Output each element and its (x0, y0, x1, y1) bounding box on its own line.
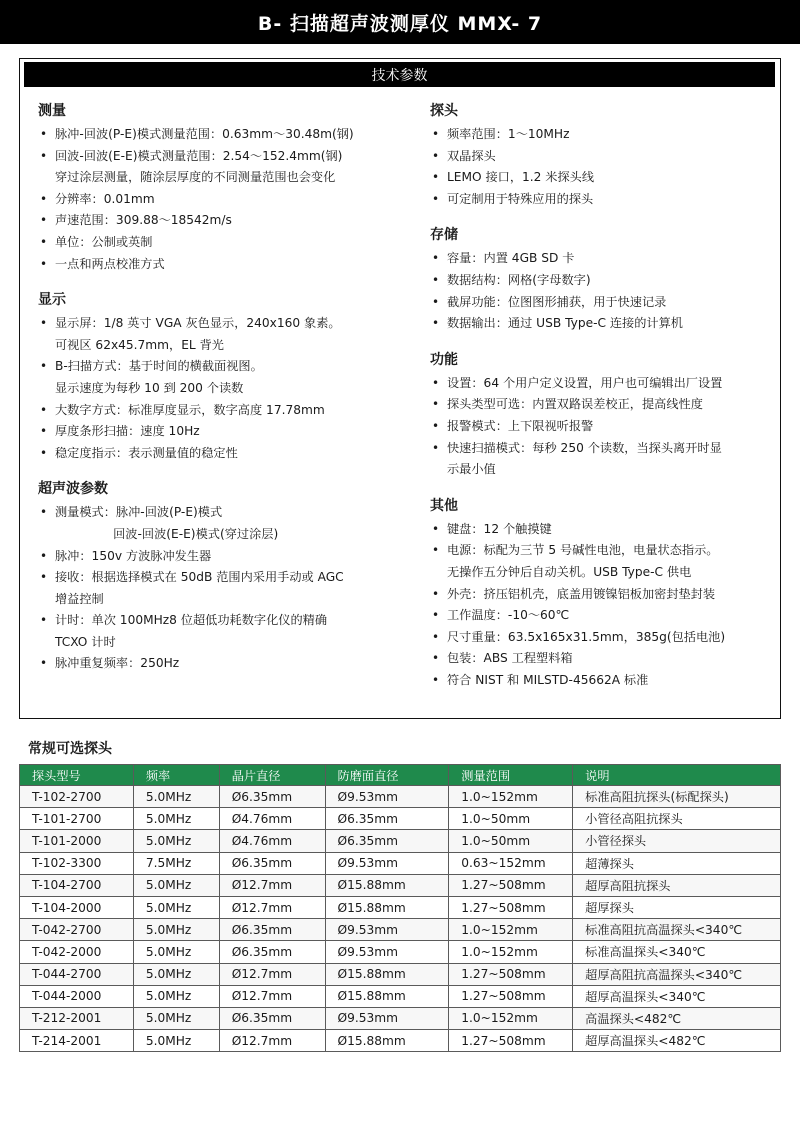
table-cell: T-212-2001 (20, 1007, 134, 1029)
table-cell: 0.63~152mm (449, 852, 573, 874)
bullet-icon: • (432, 148, 440, 163)
table-cell: 超厚高阻抗探头 (573, 874, 781, 896)
spec-header-label: 技术参数 (371, 67, 428, 84)
table-cell: Ø12.7mm (219, 985, 325, 1007)
table-cell: T-044-2700 (20, 963, 134, 985)
spec-section (430, 494, 775, 692)
spec-item-text: 厚度条形扫描：速度 10Hz (55, 424, 200, 439)
spec-list (430, 373, 775, 481)
spec-item-text: 截屏功能：位图图形捕获，用于快速记录 (447, 294, 667, 309)
spec-section-title: 探头 (430, 103, 458, 119)
spec-header (24, 62, 775, 87)
table-cell: Ø9.53mm (325, 919, 449, 941)
table-header-row (20, 765, 781, 786)
table-row (20, 896, 781, 918)
column-header: 频率 (133, 765, 219, 786)
table-cell: 1.0~152mm (449, 941, 573, 963)
probe-section-title: 常规可选探头 (28, 741, 112, 757)
bullet-icon: • (432, 375, 440, 390)
spec-section (430, 223, 775, 334)
spec-item-text: 测量模式：脉冲-回波(P-E)模式 (55, 505, 223, 520)
spec-item-text: 符合 NIST 和 MILSTD-45662A 标准 (447, 672, 649, 687)
spec-section (38, 288, 418, 464)
bullet-icon: • (432, 272, 440, 287)
spec-item (38, 567, 418, 610)
table-cell: Ø9.53mm (325, 1007, 449, 1029)
table-body (20, 786, 781, 1052)
spec-section-title: 超声波参数 (38, 481, 108, 498)
bullet-icon: • (40, 234, 48, 249)
table-cell: Ø9.53mm (325, 941, 449, 963)
table-cell: 5.0MHz (133, 941, 219, 963)
spec-item-text: 探头类型可选：内置双路误差校正，提高线性度 (447, 397, 703, 412)
bullet-icon: • (40, 359, 48, 374)
spec-item (38, 146, 418, 189)
spec-section (430, 348, 775, 481)
column-header: 防磨面直径 (325, 765, 449, 786)
table-cell: Ø6.35mm (219, 919, 325, 941)
table-cell: Ø4.76mm (219, 830, 325, 852)
spec-item (38, 443, 418, 465)
table-row (20, 874, 781, 896)
table-cell: Ø15.88mm (325, 985, 449, 1007)
table-cell: 高温探头<482℃ (573, 1007, 781, 1029)
spec-item-text: 包装：ABS 工程塑料箱 (447, 651, 573, 666)
spec-item-text: 显示速度为每秒 10 到 200 个读数 (55, 380, 244, 395)
table-row (20, 963, 781, 985)
bullet-icon: • (40, 213, 48, 228)
spec-section (38, 477, 418, 675)
bullet-icon: • (40, 613, 48, 628)
spec-item-text: 数据结构：网格(字母数字) (447, 272, 591, 287)
bullet-icon: • (432, 397, 440, 412)
table-row (20, 786, 781, 808)
spec-item-text: 回波-回波(E-E)模式测量范围：2.54～152.4mm(钢) (55, 148, 343, 163)
spec-item (38, 189, 418, 211)
table-cell: 5.0MHz (133, 786, 219, 808)
bullet-icon: • (432, 543, 440, 558)
table-cell: T-104-2000 (20, 896, 134, 918)
spec-item (38, 610, 418, 653)
table-cell: 超厚高阻抗高温探头<340℃ (573, 963, 781, 985)
table-cell: T-102-3300 (20, 852, 134, 874)
bullet-icon: • (432, 170, 440, 185)
spec-item-text: 脉冲重复频率：250Hz (55, 656, 180, 671)
bullet-icon: • (40, 256, 48, 271)
table-cell: Ø4.76mm (219, 808, 325, 830)
bullet-icon: • (432, 440, 440, 455)
table-cell: 1.0~50mm (449, 808, 573, 830)
spec-item-text: 回波-回波(E-E)模式(穿过涂层) (55, 526, 279, 541)
table-row (20, 852, 781, 874)
table-cell: Ø15.88mm (325, 963, 449, 985)
bullet-icon: • (40, 570, 48, 585)
table-cell: 5.0MHz (133, 963, 219, 985)
table-cell: T-042-2000 (20, 941, 134, 963)
table-cell: Ø12.7mm (219, 896, 325, 918)
table-cell: 1.27~508mm (449, 963, 573, 985)
column-header: 探头型号 (20, 765, 134, 786)
table-cell: 5.0MHz (133, 808, 219, 830)
spec-item-text: 显示屏：1/8 英寸 VGA 灰色显示，240x160 象素。 (55, 316, 341, 331)
table-cell: 1.0~50mm (449, 830, 573, 852)
bullet-icon: • (432, 608, 440, 623)
bullet-icon: • (432, 672, 440, 687)
spec-item-text: TCXO 计时 (55, 634, 116, 649)
spec-list (38, 502, 418, 675)
spec-section (430, 99, 775, 210)
table-cell: 1.0~152mm (449, 786, 573, 808)
spec-item (430, 584, 775, 606)
spec-item (430, 670, 775, 692)
table-cell: 5.0MHz (133, 874, 219, 896)
table-cell: 超薄探头 (573, 852, 781, 874)
column-header: 晶片直径 (219, 765, 325, 786)
spec-section-title: 其他 (430, 497, 458, 514)
spec-column-left (38, 97, 418, 688)
spec-item-text: 穿过涂层测量，随涂层厚度的不同测量范围也会变化 (55, 170, 336, 185)
spec-item-text: 单位：公制或英制 (55, 234, 153, 249)
table-cell: 5.0MHz (133, 1030, 219, 1052)
spec-item (430, 124, 775, 146)
spec-item (430, 416, 775, 438)
spec-section (38, 99, 418, 275)
table-cell: 5.0MHz (133, 919, 219, 941)
bullet-icon: • (432, 251, 440, 266)
spec-item (38, 502, 418, 545)
spec-item-text: 稳定度指示：表示测量值的稳定性 (55, 445, 238, 460)
table-cell: 小管径探头 (573, 830, 781, 852)
spec-item (430, 270, 775, 292)
table-cell: 1.0~152mm (449, 1007, 573, 1029)
spec-item (430, 248, 775, 270)
spec-item (430, 292, 775, 314)
spec-list (38, 124, 418, 275)
spec-item-text: 频率范围：1～10MHz (447, 127, 570, 141)
spec-item-text: 接收：根据选择模式在 50dB 范围内采用手动或 AGC (55, 570, 344, 585)
table-cell: Ø15.88mm (325, 1030, 449, 1052)
bullet-icon: • (432, 418, 440, 433)
spec-item (430, 519, 775, 541)
spec-item (430, 394, 775, 416)
table-cell: Ø6.35mm (325, 830, 449, 852)
table-row (20, 808, 781, 830)
table-cell: Ø6.35mm (219, 786, 325, 808)
spec-item (38, 546, 418, 568)
spec-item (38, 356, 418, 399)
spec-section-title: 显示 (38, 292, 66, 309)
table-cell: 1.0~152mm (449, 919, 573, 941)
table-cell: Ø12.7mm (219, 1030, 325, 1052)
spec-list (430, 519, 775, 692)
bullet-icon: • (432, 127, 440, 141)
spec-item-text: 外壳：挤压铝机壳，底盖用镀镍铝板加密封垫封装 (447, 586, 716, 601)
spec-item-text: 尺寸重量：63.5x165x31.5mm，385g(包括电池) (447, 629, 726, 644)
table-cell: 标准高温探头<340℃ (573, 941, 781, 963)
column-header: 说明 (573, 765, 781, 786)
table-row (20, 919, 781, 941)
table-row (20, 1007, 781, 1029)
spec-section-title: 存储 (430, 227, 458, 244)
spec-item-text: 大数字方式：标准厚度显示，数字高度 17.78mm (55, 402, 325, 417)
bullet-icon: • (40, 127, 48, 141)
bullet-icon: • (40, 148, 48, 163)
table-cell: Ø6.35mm (325, 808, 449, 830)
bullet-icon: • (432, 191, 440, 206)
table-cell: Ø12.7mm (219, 963, 325, 985)
table-cell: Ø12.7mm (219, 874, 325, 896)
spec-item-text: 设置：64 个用户定义设置，用户也可编辑出厂设置 (447, 375, 723, 390)
spec-item (430, 438, 775, 481)
spec-list (430, 248, 775, 334)
spec-item-text: 电源：标配为三节 5 号碱性电池，电量状态指示。 (447, 543, 719, 558)
spec-item (430, 167, 775, 189)
table-cell: Ø15.88mm (325, 896, 449, 918)
table-cell: 1.27~508mm (449, 985, 573, 1007)
table-cell: T-214-2001 (20, 1030, 134, 1052)
spec-item (430, 373, 775, 395)
bullet-icon: • (40, 445, 48, 460)
table-cell: Ø9.53mm (325, 786, 449, 808)
table-cell: 超厚探头 (573, 896, 781, 918)
spec-item (38, 210, 418, 232)
spec-item-text: 声速范围：309.88～18542m/s (55, 213, 232, 228)
bullet-icon: • (432, 651, 440, 666)
spec-item-text: 脉冲：150v 方波脉冲发生器 (55, 548, 212, 563)
table-cell: 1.27~508mm (449, 874, 573, 896)
table-cell: 1.27~508mm (449, 896, 573, 918)
table-cell: Ø6.35mm (219, 852, 325, 874)
spec-item-text: 一点和两点校准方式 (55, 256, 165, 271)
spec-item-text: 分辨率：0.01mm (55, 191, 155, 206)
table-cell: 标准高阻抗探头(标配探头) (573, 786, 781, 808)
spec-section-title: 测量 (38, 103, 66, 119)
spec-item-text: 报警模式：上下限视听报警 (447, 418, 594, 433)
table-cell: T-102-2700 (20, 786, 134, 808)
bullet-icon: • (40, 656, 48, 671)
table-cell: 5.0MHz (133, 830, 219, 852)
spec-item-text: 计时：单次 100MHz8 位超低功耗数字化仪的精确 (55, 613, 328, 628)
table-row (20, 985, 781, 1007)
spec-item-text: 增益控制 (55, 591, 104, 606)
spec-item (38, 254, 418, 276)
table-row (20, 941, 781, 963)
table-cell: 标准高阻抗高温探头<340℃ (573, 919, 781, 941)
table-cell: Ø6.35mm (219, 1007, 325, 1029)
spec-item (38, 232, 418, 254)
spec-item (430, 189, 775, 211)
spec-item (38, 313, 418, 356)
spec-panel (19, 58, 781, 719)
spec-item-text: 脉冲-回波(P-E)模式测量范围：0.63mm～30.48m(钢) (55, 127, 354, 141)
table-cell: T-101-2700 (20, 808, 134, 830)
table-cell: Ø9.53mm (325, 852, 449, 874)
bullet-icon: • (40, 505, 48, 520)
table-cell: T-044-2000 (20, 985, 134, 1007)
bullet-icon: • (40, 191, 48, 206)
spec-list (430, 124, 775, 210)
spec-item (38, 124, 418, 146)
page-title: B- 扫描超声波测厚仪 MMX- 7 (257, 12, 543, 35)
spec-item (38, 653, 418, 675)
spec-item (38, 421, 418, 443)
bullet-icon: • (432, 521, 440, 536)
table-cell: T-104-2700 (20, 874, 134, 896)
table-row (20, 830, 781, 852)
table-cell: 5.0MHz (133, 896, 219, 918)
bullet-icon: • (40, 402, 48, 417)
table-cell: 小管径高阻抗探头 (573, 808, 781, 830)
page-title-banner (0, 0, 800, 44)
table-cell: 超厚高温探头<340℃ (573, 985, 781, 1007)
column-header: 测量范围 (449, 765, 573, 786)
bullet-icon: • (40, 316, 48, 331)
spec-section-title: 功能 (430, 351, 458, 368)
bullet-icon: • (40, 424, 48, 439)
spec-item-text: 示最小值 (447, 462, 496, 477)
bullet-icon: • (432, 316, 440, 331)
spec-item (430, 648, 775, 670)
spec-item-text: 数据输出：通过 USB Type-C 连接的计算机 (447, 316, 683, 331)
spec-item (38, 400, 418, 422)
spec-item-text: 快速扫描模式：每秒 250 个读数，当探头离开时显 (447, 440, 722, 455)
table-cell: 超厚高温探头<482℃ (573, 1030, 781, 1052)
spec-item (430, 146, 775, 168)
spec-item (430, 540, 775, 583)
spec-column-right (430, 97, 775, 704)
spec-item-text: LEMO 接口，1.2 米探头线 (447, 170, 595, 185)
bullet-icon: • (432, 294, 440, 309)
table-cell: T-101-2000 (20, 830, 134, 852)
table-row (20, 1030, 781, 1052)
bullet-icon: • (432, 629, 440, 644)
spec-item (430, 605, 775, 627)
spec-item-text: 可定制用于特殊应用的探头 (447, 191, 594, 206)
spec-item (430, 313, 775, 335)
spec-item-text: B-扫描方式：基于时间的横截面视图。 (55, 359, 263, 374)
spec-item-text: 容量：内置 4GB SD 卡 (447, 251, 575, 266)
table-cell: 1.27~508mm (449, 1030, 573, 1052)
table-cell: Ø6.35mm (219, 941, 325, 963)
spec-list (38, 313, 418, 464)
table-cell: 5.0MHz (133, 985, 219, 1007)
spec-item-text: 无操作五分钟后自动关机。USB Type-C 供电 (447, 564, 692, 579)
table-cell: Ø15.88mm (325, 874, 449, 896)
spec-item-text: 键盘：12 个触摸键 (447, 521, 552, 536)
spec-item-text: 工作温度：-10～60℃ (447, 608, 570, 623)
bullet-icon: • (40, 548, 48, 563)
bullet-icon: • (432, 586, 440, 601)
table-cell: T-042-2700 (20, 919, 134, 941)
probe-table (19, 764, 781, 1052)
spec-item-text: 可视区 62x45.7mm，EL 背光 (55, 337, 224, 352)
spec-item-text: 双晶探头 (447, 148, 496, 163)
table-cell: 7.5MHz (133, 852, 219, 874)
spec-item (430, 627, 775, 649)
table-cell: 5.0MHz (133, 1007, 219, 1029)
